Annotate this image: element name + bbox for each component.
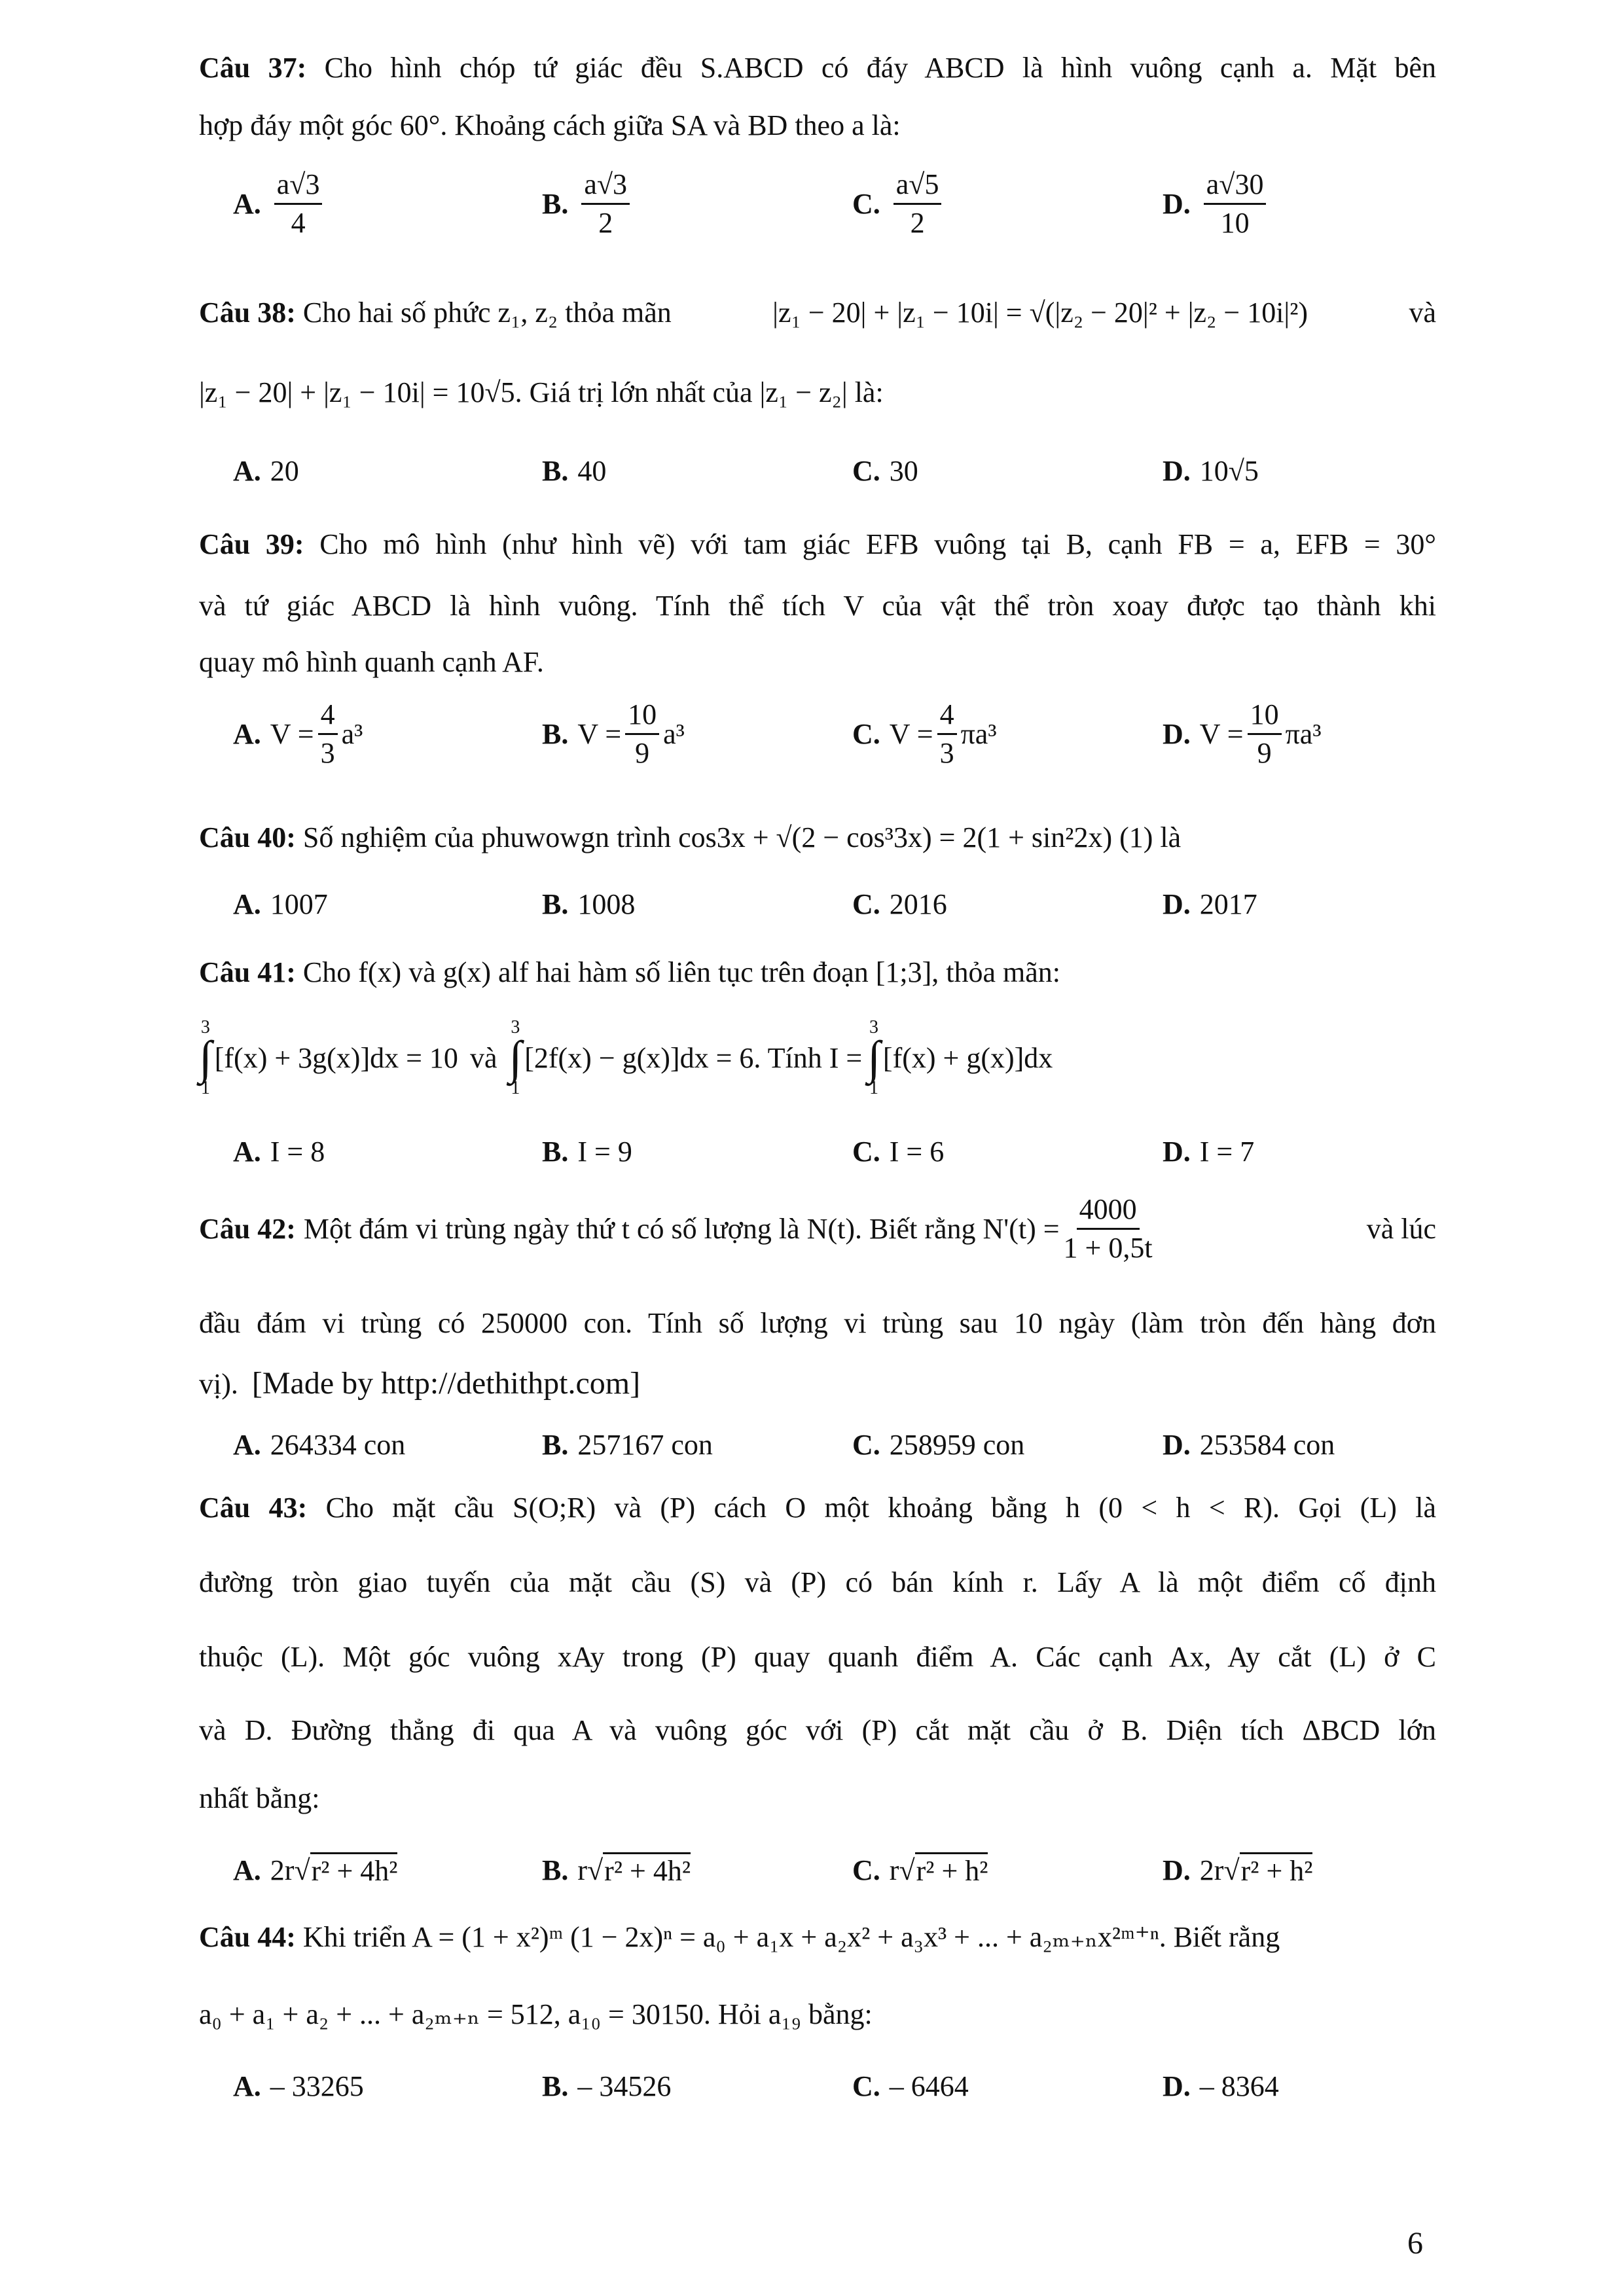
q39-option-a[interactable]: A. V = $\frac{4}{3}$ a³ [233, 698, 363, 770]
q41-integral-1: 3 ∫ 1 [199, 1017, 212, 1098]
q42-fraction: $\frac{4000}{1 + 0,5t}$ [1063, 1193, 1153, 1265]
q37-label: Câu 37: [199, 52, 307, 84]
q42-option-c[interactable]: C. 258959 con [852, 1429, 1025, 1461]
q42-text1b: và lúc [1366, 1213, 1436, 1246]
q41-int1: [f(x) + 3g(x)]dx = 10 [214, 1041, 458, 1074]
q38-option-d[interactable]: D. 10√5 [1163, 455, 1259, 487]
q37-line1 [199, 51, 1436, 84]
q40-option-c[interactable]: C. 2016 [852, 888, 947, 920]
q44-text2: a₀ + a₁ + a₂ + ... + a₂ₘ₊ₙ = 512, a₁₀ = 30150. Hỏi a₁₉ bằng: [199, 1998, 873, 2030]
q43-text5: nhất bằng: [199, 1782, 320, 1814]
page-number: 6 [1407, 2226, 1423, 2261]
q44-text1: Khi triển A = (1 + x²)ᵐ (1 − 2x)ⁿ = a₀ + a₁x + a₂x² + a₃x³ + ... + a₂ₘ₊ₙx²ᵐ⁺ⁿ. Biết rằng [302, 1921, 1280, 1953]
q41-int2: [2f(x) − g(x)]dx = 6 [524, 1041, 754, 1074]
q42-option-d[interactable]: D. 253584 con [1163, 1429, 1335, 1461]
q44-option-d[interactable]: D. – 8364 [1163, 2070, 1279, 2102]
q42-watermark: [Made by http://dethithpt.com] [251, 1366, 641, 1401]
q44-line1 [199, 1920, 1436, 1954]
q42-text1a: Một đám vi trùng ngày thứ t có số lượng là N(t). Biết rằng N'(t) = [303, 1213, 1060, 1246]
q43-option-c[interactable]: C. r √ r² + h² [852, 1852, 988, 1888]
q39-line1 [199, 528, 1436, 561]
q44-option-c[interactable]: C. – 6464 [852, 2070, 969, 2102]
q37-text1: Cho hình chóp tứ giác đều S.ABCD có đáy ABCD là hình vuông cạnh a. Mặt bên [324, 52, 1436, 84]
q41-option-c[interactable]: C. I = 6 [852, 1136, 945, 1168]
q41-label: Câu 41: [199, 956, 296, 988]
q42-option-b[interactable]: B. 257167 con [542, 1429, 713, 1461]
q39-text3: quay mô hình quanh cạnh AF. [199, 646, 544, 678]
q39-option-d[interactable]: D. V = $\frac{10}{9}$ πa³ [1163, 698, 1322, 770]
q39-text2: và tứ giác ABCD là hình vuông. Tính thể tích V của vật thể tròn xoay được tạo thành khi [199, 590, 1436, 622]
q40-option-b[interactable]: B. 1008 [542, 888, 636, 920]
q40-option-a[interactable]: A. 1007 [233, 888, 328, 920]
q41-option-b[interactable]: B. I = 9 [542, 1136, 632, 1168]
q38-option-c[interactable]: C. 30 [852, 455, 918, 487]
q38-label: Câu 38: [199, 296, 296, 329]
q43-text3: thuộc (L). Một góc vuông xAy trong (P) quay quanh điểm A. Các cạnh Ax, Ay cắt (L) ở C [199, 1641, 1436, 1673]
q41-line1 [199, 956, 1436, 989]
q39-text1: Cho mô hình (như hình vẽ) với tam giác EFB vuông tại B, cạnh FB = a, EFB = 30° [319, 528, 1437, 560]
q41-int3: [f(x) + g(x)]dx [882, 1041, 1053, 1074]
q41-text1: Cho f(x) và g(x) alf hai hàm số liên tục trên đoạn [1;3], thỏa mãn: [302, 956, 1061, 988]
q38-option-a[interactable]: A. 20 [233, 455, 299, 487]
q38-option-b[interactable]: B. 40 [542, 455, 607, 487]
q37-option-b[interactable]: B. $\frac{a√3}{2}$ [542, 169, 634, 240]
q42-text3: vị). [199, 1368, 238, 1400]
q40-label: Câu 40: [199, 821, 296, 853]
q42-line1 [199, 1194, 1436, 1265]
q41-and: và [469, 1041, 497, 1074]
q40-text: Số nghiệm của phuwowgn trình cos3x + √(2 − cos³3x) = 2(1 + sin²2x) (1) là [302, 821, 1182, 853]
q41-integrals [199, 1018, 1436, 1098]
q42-option-a[interactable]: A. 264334 con [233, 1429, 406, 1461]
q38-text1a: Cho hai số phức z₁, z₂ thỏa mãn [302, 296, 672, 329]
q44-option-b[interactable]: B. – 34526 [542, 2070, 672, 2102]
q43-option-b[interactable]: B. r √ r² + 4h² [542, 1852, 691, 1888]
q39-option-c[interactable]: C. V = $\frac{4}{3}$ πa³ [852, 698, 997, 770]
q38-equation: |z₁ − 20| + |z₁ − 10i| = √(|z₂ − 20|² + |z₂ − 10i|²) [772, 296, 1308, 329]
q41-option-a[interactable]: A. I = 8 [233, 1136, 325, 1168]
q39-label: Câu 39: [199, 528, 304, 560]
q38-line1 [199, 296, 1436, 329]
q43-label: Câu 43: [199, 1492, 308, 1524]
q37-option-d[interactable]: D. $\frac{a√30}{10}$ [1163, 169, 1270, 240]
q41-option-d[interactable]: D. I = 7 [1163, 1136, 1255, 1168]
q37-option-c[interactable]: C. $\frac{a√5}{2}$ [852, 169, 945, 240]
q43-text1: Cho mặt cầu S(O;R) và (P) cách O một khoảng bằng h (0 < h < R). Gọi (L) là [325, 1492, 1436, 1524]
q38-text1c: và [1409, 296, 1436, 329]
q37-text2: hợp đáy một góc 60°. Khoảng cách giữa SA và BD theo a là: [199, 109, 901, 141]
q43-text2: đường tròn giao tuyến của mặt cầu (S) và (P) có bán kính r. Lấy A là một điểm cố định [199, 1566, 1436, 1598]
q41-integral-2: 3 ∫ 1 [509, 1017, 522, 1098]
q43-line1 [199, 1491, 1436, 1524]
q41-tinh: . Tính I = [753, 1041, 863, 1074]
q43-text4: và D. Đường thẳng đi qua A và vuông góc với (P) cắt mặt cầu ở B. Diện tích ΔBCD lớn [199, 1714, 1436, 1746]
q42-label: Câu 42: [199, 1213, 296, 1246]
q40-option-d[interactable]: D. 2017 [1163, 888, 1257, 920]
q44-option-a[interactable]: A. – 33265 [233, 2070, 364, 2102]
q43-option-d[interactable]: D. 2r √ r² + h² [1163, 1852, 1312, 1888]
q44-label: Câu 44: [199, 1921, 296, 1953]
q39-option-b[interactable]: B. V = $\frac{10}{9}$ a³ [542, 698, 685, 770]
q37-option-a[interactable]: A. $\frac{a√3}{4}$ [233, 169, 326, 240]
q41-integral-3: 3 ∫ 1 [867, 1017, 880, 1098]
q42-line3 [199, 1365, 1436, 1401]
q42-text2: đầu đám vi trùng có 250000 con. Tính số lượng vi trùng sau 10 ngày (làm tròn đến hàng đơn [199, 1307, 1436, 1339]
q40-line [199, 821, 1436, 854]
q43-option-a[interactable]: A. 2r √ r² + 4h² [233, 1852, 397, 1888]
q38-text2: |z₁ − 20| + |z₁ − 10i| = 10√5. Giá trị lớn nhất của |z₁ − z₂| là: [199, 376, 884, 408]
